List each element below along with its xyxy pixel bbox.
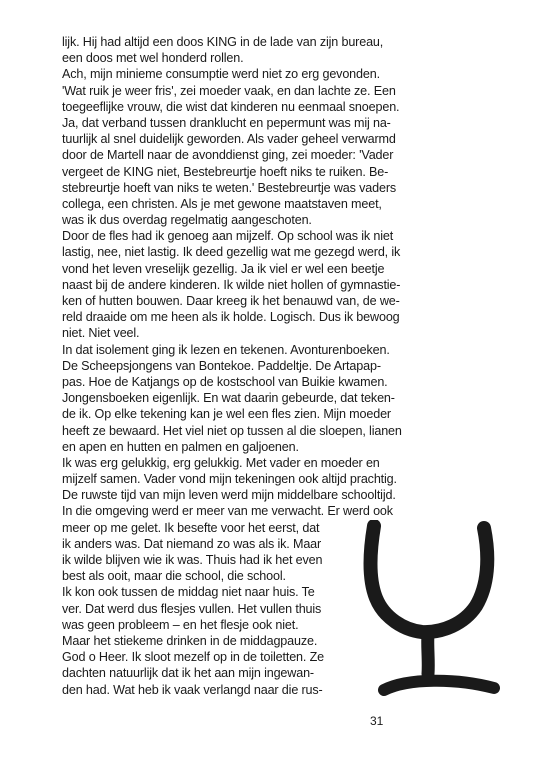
text-line: lastig, nee, niet lastig. Ik deed gezellig wat me gezegd werd, ik <box>62 245 401 260</box>
text-line: ken of hutten bouwen. Daar kreeg ik het benauwd van, de we- <box>62 294 400 308</box>
text-line: Ja, dat verband tussen dranklucht en pepermunt was mij na- <box>62 115 391 130</box>
text-line: en apen en hutten en palmen en galjoenen. <box>62 439 299 454</box>
text-line: door de Martell naar de avonddienst ging, zei moeder: 'Vader <box>62 148 394 163</box>
text-line: een doos met wel honderd rollen. <box>62 51 244 66</box>
text-line: stebreurtje hoeft van niks te weten.' Bestebreurtje was vaders <box>62 180 397 195</box>
text-line: Maar het stiekeme drinken in de middagpauze. <box>62 633 318 648</box>
text-line: lijk. Hij had altijd een doos KING in de lade van zijn bureau, <box>62 35 384 49</box>
text-line: ik wilde blijven wie ik was. Thuis had ik het even <box>62 553 323 567</box>
text-line: de ik. Op elke tekening kan je wel een fles zien. Mijn moeder <box>62 407 391 422</box>
text-line: Ik kon ook tussen de middag niet naar huis. Te <box>62 585 315 600</box>
text-line: was geen probleem – en het flesje ook niet. <box>62 617 299 632</box>
text-line: Ik was erg gelukkig, erg gelukkig. Met vader en moeder en <box>62 455 380 470</box>
text-line: collega, een christen. Als je met gewone maatstaven meet, <box>62 196 382 211</box>
text-line: naast bij de andere kinderen. Ik wilde niet hollen of gymnastie- <box>62 277 401 292</box>
text-line: reld draaide om me heen als ik holde. Logisch. Dus ik bewoog <box>62 310 400 325</box>
text-line: tuurlijk al snel duidelijk geworden. Als vader geheel verwarmd <box>62 132 396 147</box>
text-line: den had. Wat heb ik vaak verlangd naar die rus- <box>62 682 323 697</box>
text-line: best als ooit, maar die school, die school. <box>62 569 286 584</box>
text-line: De ruwste tijd van mijn leven werd mijn middelbare schooltijd. <box>62 488 396 503</box>
text-line: Door de fles had ik genoeg aan mijzelf. Op school was ik niet <box>62 229 394 244</box>
text-line: In die omgeving werd er meer van me verwacht. Er werd ook <box>62 504 393 519</box>
text-line: toegeeflijke vrouw, die wist dat kinderen nu eenmaal snoepen. <box>62 99 400 114</box>
text-line: ik anders was. Dat niemand zo was als ik. Maar <box>62 536 322 551</box>
text-line: vond het leven vreselijk gezellig. Ja ik viel er wel een beetje <box>62 261 385 276</box>
text-line: mijzelf samen. Vader vond mijn tekeningen ook altijd prachtig. <box>62 472 397 487</box>
text-line: Ach, mijn minieme consumptie werd niet zo erg gevonden. <box>62 67 380 82</box>
wine-glass-illustration <box>360 520 510 710</box>
text-line: niet. Niet veel. <box>62 326 140 341</box>
text-line: was ik dus overdag regelmatig aangeschoten. <box>62 213 312 228</box>
text-line: De Scheepsjongens van Bontekoe. Paddeltje. De Artapap- <box>62 358 381 373</box>
text-line: In dat isolement ging ik lezen en tekenen. Avonturenboeken. <box>62 342 390 357</box>
text-line: Jongensboeken eigenlijk. En wat daarin gebeurde, dat teken- <box>62 391 395 406</box>
text-line: vergeet de KING niet, Bestebreurtje hoeft niks te ruiken. Be- <box>62 164 389 179</box>
text-line: meer op me gelet. Ik besefte voor het eerst, dat <box>62 520 320 535</box>
text-line: pas. Hoe de Katjangs op de kostschool van Buikie kwamen. <box>62 374 388 389</box>
text-line: ver. Dat werd dus flesjes vullen. Het vullen thuis <box>62 601 322 616</box>
text-line: 'Wat ruik je weer fris', zei moeder vaak, en dan lachte ze. Een <box>62 83 396 98</box>
page-number: 31 <box>370 714 384 728</box>
text-line: heeft ze bewaard. Het viel niet op tussen al die sloepen, lianen <box>62 423 402 438</box>
text-line: dachten natuurlijk dat ik het aan mijn ingewan- <box>62 666 314 681</box>
text-line: God o Heer. Ik sloot mezelf op in de toiletten. Ze <box>62 650 325 665</box>
